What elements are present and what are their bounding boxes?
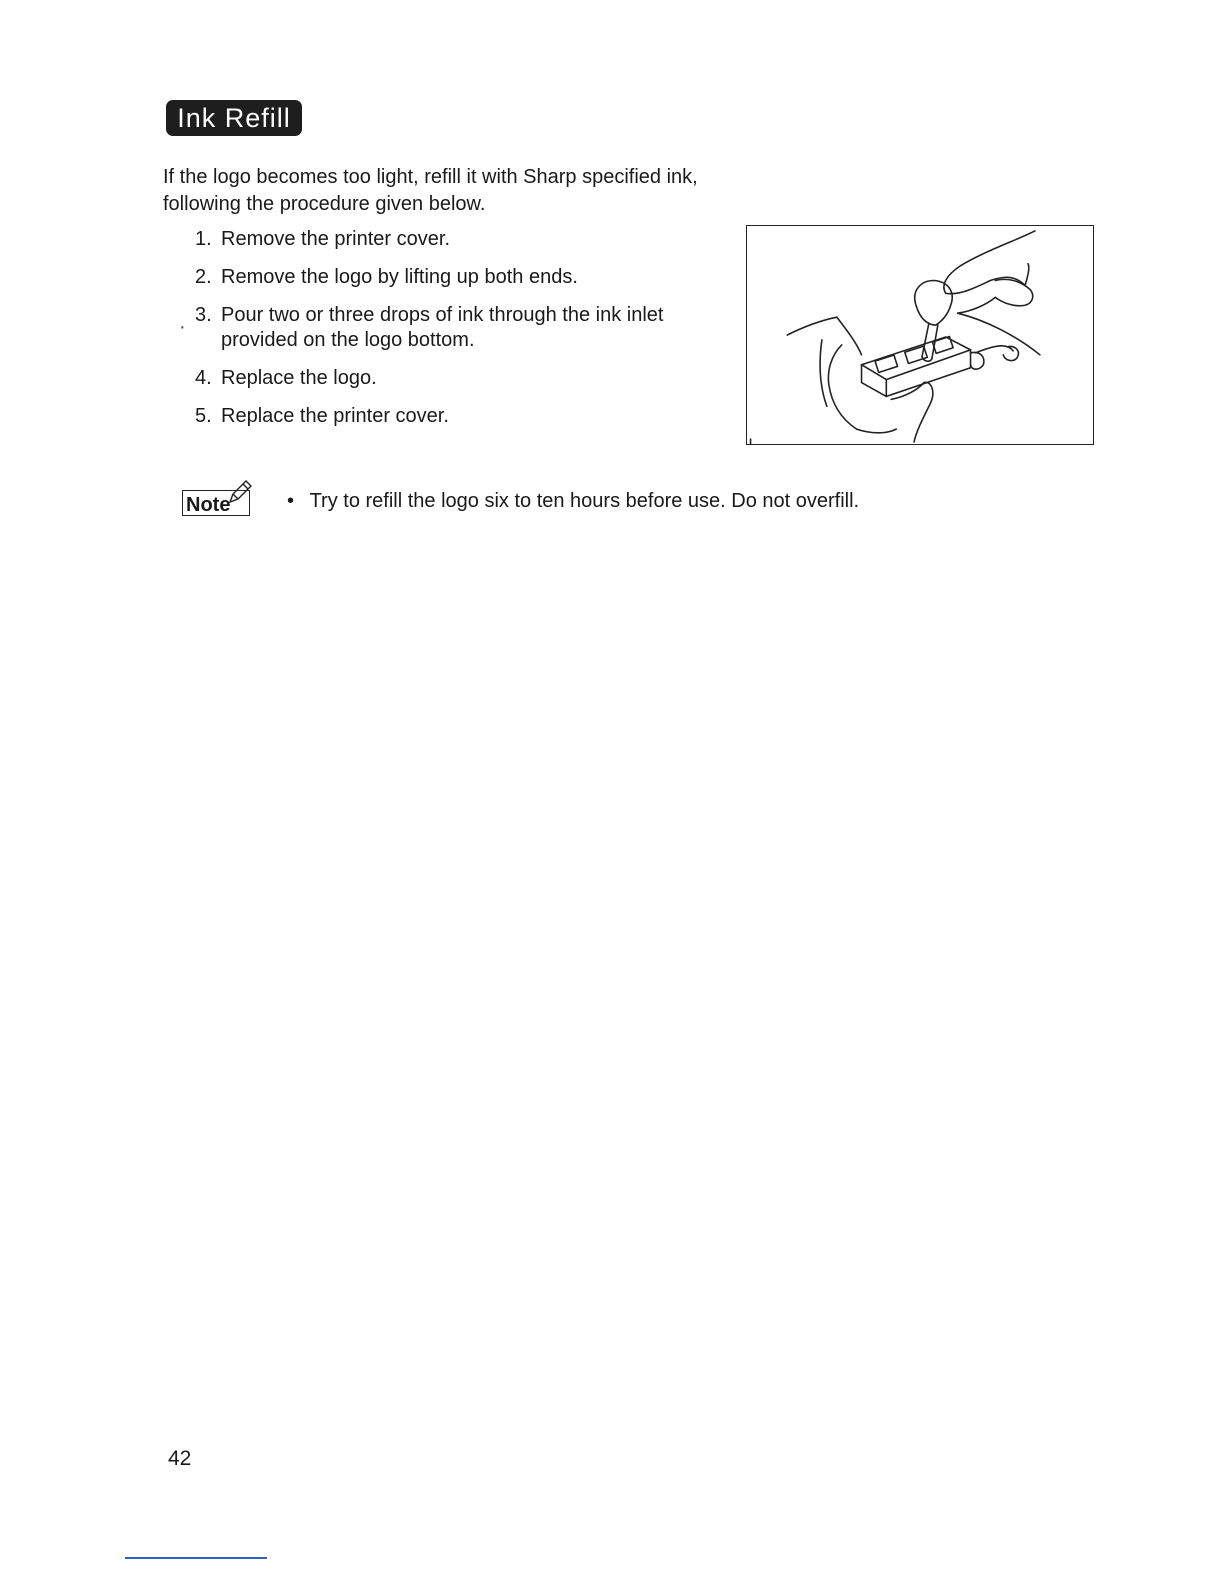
step-text: Remove the logo by lifting up both ends. (221, 266, 578, 288)
ink-refill-illustration (746, 225, 1094, 445)
step-text: Pour two or three drops of ink through the ink inlet provided on the logo bottom. (221, 304, 664, 351)
footer-rule (125, 1557, 267, 1559)
step-number: 3. (195, 304, 212, 326)
step-text: Replace the logo. (221, 367, 377, 389)
note-label: Note (186, 494, 231, 516)
step-number: 1. (195, 228, 212, 250)
procedure-step (195, 404, 735, 429)
step-text: Replace the printer cover. (221, 405, 449, 427)
note-text: Try to refill the logo six to ten hours before use. Do not overfill. (309, 490, 860, 512)
procedure-step (195, 366, 735, 391)
pencil-icon (226, 478, 254, 506)
procedure-step (195, 227, 735, 252)
procedure-step (195, 265, 735, 290)
margin-mark: · (179, 316, 186, 338)
step-text: Remove the printer cover. (221, 228, 450, 250)
note-item (287, 490, 859, 513)
step-number: 2. (195, 266, 212, 288)
step-number: 4. (195, 367, 212, 389)
procedure-list (195, 227, 735, 442)
section-title-badge (166, 100, 302, 136)
page-number: 42 (168, 1447, 192, 1470)
note-badge (182, 486, 256, 520)
bullet: • (287, 490, 295, 512)
intro-paragraph: If the logo becomes too light, refill it with Sharp specified ink, following the procedure given below. (163, 166, 698, 215)
section-title: Ink Refill (177, 102, 291, 133)
step-number: 5. (195, 405, 212, 427)
procedure-step (195, 303, 735, 353)
